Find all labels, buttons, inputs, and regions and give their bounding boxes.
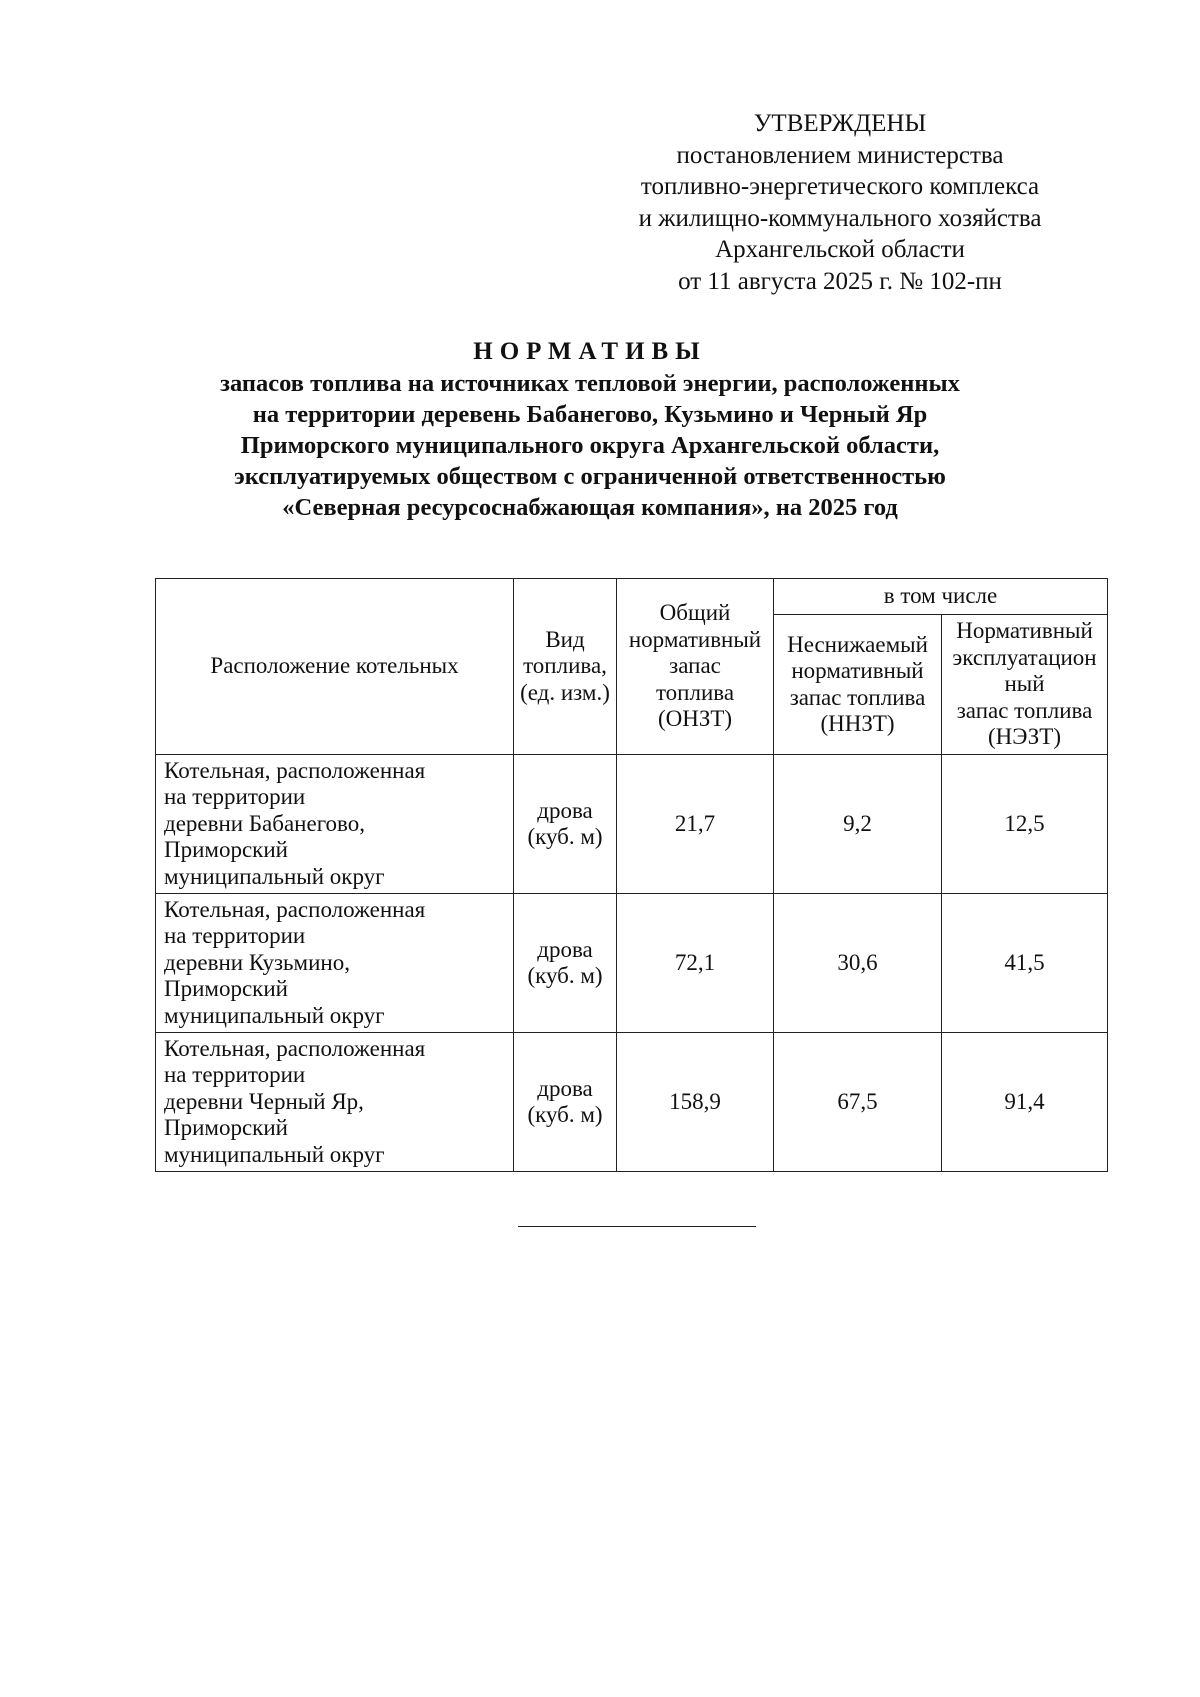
location-line: на территории	[164, 1062, 306, 1088]
cell-total: 72,1	[617, 894, 774, 1033]
subtitle-line: на территории деревень Бабанегово, Кузьмино и Черный Яр	[252, 401, 928, 428]
header-nnzt-line: (ННЗТ)	[820, 711, 895, 736]
approval-line: топливно-энергетического комплекса	[640, 173, 1040, 200]
header-total-line: топлива	[655, 679, 735, 705]
location-line: муниципальный округ	[164, 1002, 385, 1028]
table-row	[156, 894, 1108, 1033]
header-fuel-line: (ед. изм.)	[520, 679, 610, 705]
subtitle-line: эксплуатируемых обществом с ограниченной ответственностью	[234, 463, 946, 490]
end-of-document-rule	[518, 1226, 756, 1227]
cell-location	[156, 755, 514, 894]
header-total-line: Общий	[659, 600, 731, 626]
fuel-line: (куб. м)	[527, 963, 603, 988]
header-location: Расположение котельных	[156, 579, 514, 755]
location-line: деревни Бабанегово,	[164, 810, 366, 836]
document-subtitle	[140, 368, 1040, 523]
cell-fuel-type	[514, 1033, 617, 1172]
header-nezt	[942, 615, 1108, 755]
approval-line: Архангельской области	[715, 236, 965, 263]
fuel-line: дрова	[537, 797, 593, 823]
header-nnzt	[774, 615, 942, 755]
cell-nnzt: 30,6	[774, 894, 942, 1033]
approval-date-number: от 11 августа 2025 г. № 102-пн	[678, 267, 1002, 295]
location-line: Котельная, расположенная	[164, 757, 426, 783]
header-total-line: запас	[669, 653, 721, 679]
approval-heading: УТВЕРЖДЕНЫ	[753, 110, 927, 137]
fuel-line: (куб. м)	[527, 1102, 603, 1127]
location-line: Приморский	[164, 976, 288, 1002]
cell-fuel-type	[514, 755, 617, 894]
table-row	[156, 1033, 1108, 1172]
subtitle-line: Приморского муниципального округа Архангельской области,	[240, 432, 940, 459]
header-nezt-line: (НЭЗТ)	[988, 724, 1061, 750]
cell-nezt: 12,5	[942, 755, 1108, 894]
cell-total: 21,7	[617, 755, 774, 894]
header-nezt-line: ный	[1004, 671, 1045, 697]
cell-nnzt: 9,2	[774, 755, 942, 894]
document-title: НОРМАТИВЫ	[473, 338, 707, 365]
location-line: муниципальный округ	[164, 863, 385, 889]
subtitle-line: «Северная ресурсоснабжающая компания», на 2025 год	[282, 494, 898, 521]
approval-line: и жилищно-коммунального хозяйства	[638, 204, 1042, 232]
fuel-line: дрова	[537, 1075, 593, 1101]
location-line: муниципальный округ	[164, 1141, 385, 1167]
cell-total: 158,9	[617, 1033, 774, 1172]
location-line: Котельная, расположенная	[164, 1035, 426, 1061]
location-line: на территории	[164, 923, 306, 949]
location-line: Приморский	[164, 1115, 288, 1141]
cell-nnzt: 67,5	[774, 1033, 942, 1172]
location-line: деревни Кузьмино,	[164, 949, 350, 975]
document-title-block	[140, 336, 1040, 523]
header-nezt-line: эксплуатацион	[952, 644, 1097, 670]
cell-fuel-type	[514, 894, 617, 1033]
header-total-reserve	[617, 579, 774, 755]
header-nezt-line: Нормативный	[956, 618, 1093, 644]
cell-location	[156, 1033, 514, 1172]
header-including-group: в том числе	[774, 579, 1108, 615]
subtitle-line: запасов топлива на источниках тепловой энергии, расположенных	[220, 370, 960, 397]
location-line: Котельная, расположенная	[164, 896, 426, 922]
header-fuel-type	[514, 579, 617, 755]
location-line: деревни Черный Яр,	[164, 1088, 364, 1114]
table-header-row	[156, 579, 1108, 615]
cell-nezt: 91,4	[942, 1033, 1108, 1172]
fuel-line: (куб. м)	[527, 824, 603, 849]
cell-location	[156, 894, 514, 1033]
header-total-line: нормативный	[628, 626, 762, 652]
header-total-line: (ОНЗТ)	[657, 706, 733, 732]
header-nnzt-line: нормативный	[791, 658, 924, 683]
header-nezt-line: запас топлива	[956, 697, 1093, 723]
fuel-norms-table	[155, 578, 1108, 1172]
location-line: Приморский	[164, 837, 288, 863]
table-row	[156, 755, 1108, 894]
header-nnzt-line: Неснижаемый	[787, 631, 928, 657]
approval-block	[600, 108, 1080, 297]
approval-line: постановлением министерства	[676, 141, 1004, 169]
fuel-line: дрова	[537, 936, 593, 962]
header-fuel-line: Вид	[545, 626, 585, 652]
cell-nezt: 41,5	[942, 894, 1108, 1033]
header-nnzt-line: запас топлива	[789, 684, 926, 710]
location-line: на территории	[164, 784, 306, 810]
header-fuel-line: топлива,	[523, 653, 607, 679]
